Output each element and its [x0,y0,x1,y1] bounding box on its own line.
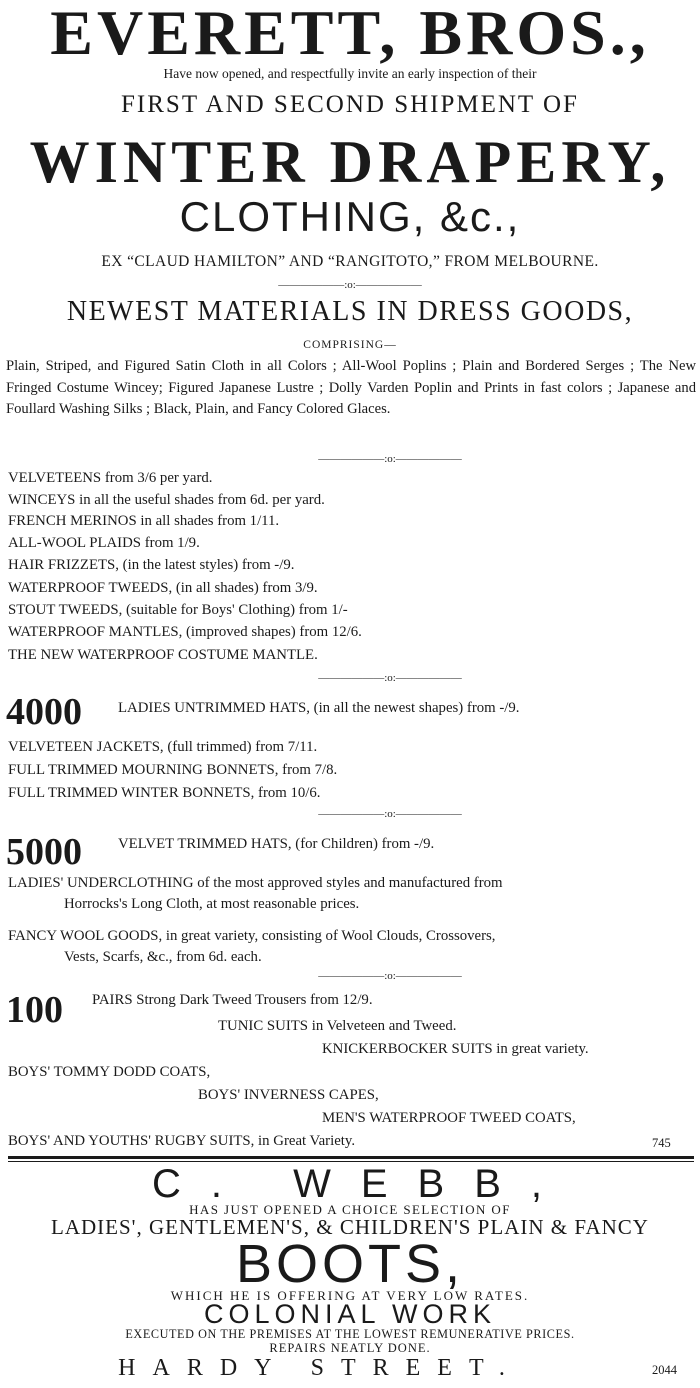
everett-newest-materials: NEWEST MATERIALS IN DRESS GOODS, [66,296,634,327]
fancy-wool-line-2: Vests, Scarfs, &c., from 6d. each. [64,949,262,965]
hats-5000-text: VELVET TRIMMED HATS, (for Children) from -/9. [118,836,435,852]
everett-shipment-heading: FIRST AND SECOND SHIPMENT OF [121,91,579,118]
trousers-text: PAIRS Strong Dark Tweed Trousers from 12/9. [92,992,373,1008]
list-item: ALL-WOOL PLAIDS from 1/9. [8,535,200,551]
everett-intro: Have now opened, and respectfully invite an early inspection of their [163,66,537,81]
tunic-suits: TUNIC SUITS in Velveteen and Tweed. [218,1018,457,1034]
tommy-dodd-coats: BOYS' TOMMY DODD COATS, [8,1064,211,1080]
underclothing-entry [8,873,694,915]
rugby-suits: BOYS' AND YOUTHS' RUGBY SUITS, in Great Variety. [8,1133,356,1149]
fancy-wool-entry [8,926,694,968]
separator-3: ——————:o:—————— [318,672,462,684]
everett-clothing: CLOTHING, &c., [179,193,521,240]
quantity-100: 100 [6,989,63,1031]
everett-winter-drapery: WINTER DRAPERY, [29,129,671,195]
hats-4000-text: LADIES UNTRIMMED HATS, (in all the newest shapes) from -/9. [118,700,520,716]
webb-which-line: WHICH HE IS OFFERING AT VERY LOW RATES. [170,1288,530,1303]
webb-title: C. WEBB, [151,1162,573,1206]
webb-colonial-work: COLONIAL WORK [203,1299,497,1329]
everett-comprising: COMPRISING— [303,339,397,351]
webb-has-opened: HAS JUST OPENED A CHOICE SELECTION OF [189,1202,511,1217]
list-item: WATERPROOF TWEEDS, (in all shades) from 3/9. [8,580,318,596]
underclothing-line-2: Horrocks's Long Cloth, at most reasonable prices. [64,896,360,912]
list-item: WATERPROOF MANTLES, (improved shapes) from 12/6. [8,624,362,640]
underclothing-line-1: LADIES' UNDERCLOTHING of the most approved styles and manufactured from [8,875,503,891]
quantity-5000: 5000 [6,831,82,873]
list-item: FRENCH MERINOS in all shades from 1/11. [8,513,280,529]
list-item: FULL TRIMMED WINTER BONNETS, from 10/6. [8,785,321,801]
list-item: WINCEYS in all the useful shades from 6d. per yard. [8,492,325,508]
webb-executed-line: EXECUTED ON THE PREMISES AT THE LOWEST REMUNERATIVE PRICES. [125,1327,575,1341]
webb-boots: BOOTS, [235,1234,465,1294]
list-item: STOUT TWEEDS, (suitable for Boys' Clothing) from 1/- [8,602,348,618]
separator-2: ——————:o:—————— [318,453,462,465]
mens-waterproof-coats: MEN'S WATERPROOF TWEED COATS, [322,1110,576,1126]
fancy-wool-line-1: FANCY WOOL GOODS, in great variety, consisting of Wool Clouds, Crossovers, [8,928,496,944]
webb-street: HARDY STREET. [118,1355,522,1381]
separator-1: ——————:o:—————— [278,279,422,291]
list-item: VELVETEEN JACKETS, (full trimmed) from 7/11. [8,739,318,755]
list-item: FULL TRIMMED MOURNING BONNETS, from 7/8. [8,762,338,778]
knickerbocker-suits: KNICKERBOCKER SUITS in great variety. [322,1041,589,1057]
quantity-4000: 4000 [6,691,82,733]
separator-5: ——————:o:—————— [318,970,462,982]
list-item: VELVETEENS from 3/6 per yard. [8,470,213,486]
dress-goods-paragraph: Plain, Striped, and Figured Satin Cloth in all Colors ; All-Wool Poplins ; Plain and Bordered Serges ; The New Fringed Costume Wincey; Figured Japanese Lustre ; Dolly Varden Poplin and Prints in fast colors ; Japanese and Foullard Washing Silks ; Black, Plain, and Fancy Colored Glaces. [6,358,696,417]
list-item: THE NEW WATERPROOF COSTUME MANTLE. [8,647,318,663]
webb-repairs-line: REPAIRS NEATLY DONE. [269,1341,431,1355]
separator-4: ——————:o:—————— [318,808,462,820]
everett-ships-line: EX “CLAUD HAMILTON” AND “RANGITOTO,” FROM MELBOURNE. [101,253,599,270]
inverness-capes: BOYS' INVERNESS CAPES, [198,1087,379,1103]
everett-title: EVERETT, BROS., [50,0,650,68]
webb-reference-number: 2044 [652,1363,677,1377]
list-item: HAIR FRIZZETS, (in the latest styles) from -/9. [8,557,295,573]
webb-ladies-line: LADIES', GENTLEMEN'S, & CHILDREN'S PLAIN & FANCY [51,1215,649,1239]
divider-thick [8,1156,694,1159]
everett-reference-number: 745 [652,1136,671,1150]
